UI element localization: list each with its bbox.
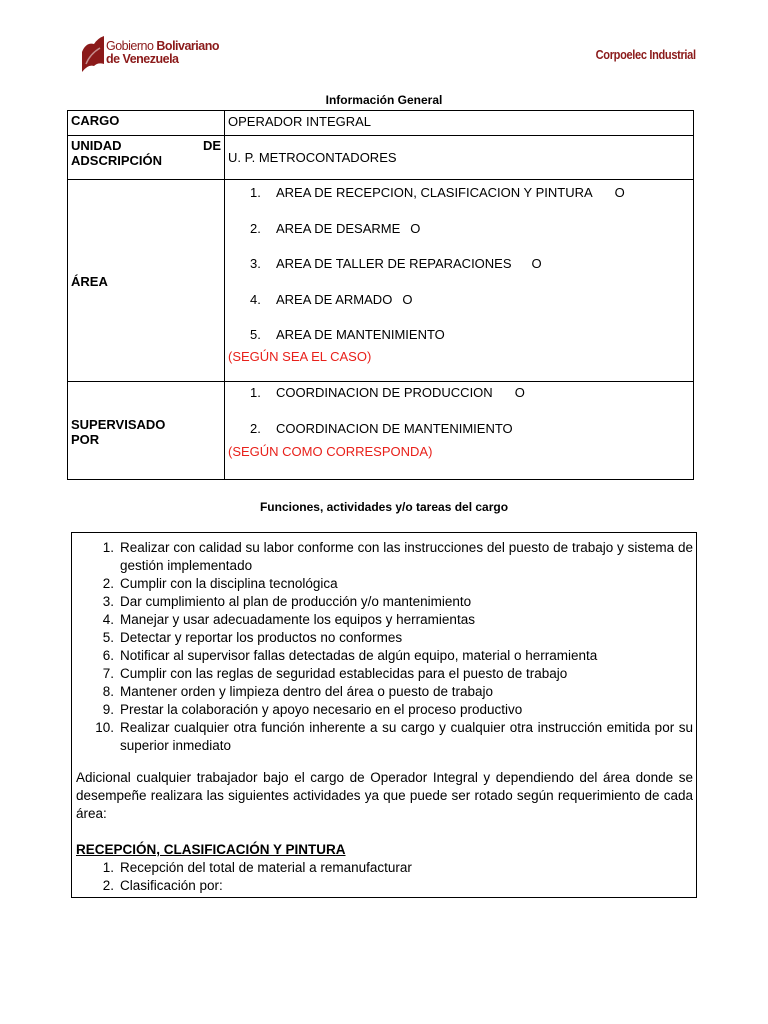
list-item: 2. Clasificación por: — [102, 878, 223, 893]
list-item: 5. AREA DE MANTENIMIENTO — [250, 327, 445, 342]
list-item: 5. Detectar y reportar los productos no conformes — [102, 630, 403, 645]
list-item: 10. Realizar cualquier otra función inherente a su cargo y cualquier otra instrucción emitida por su superior inmediato — [95, 720, 693, 753]
supervisado-list — [228, 375, 690, 447]
row-unidad — [68, 136, 694, 180]
corpoelec-brand: Corpoelec Industrial — [595, 47, 696, 62]
list-item: 9. Prestar la colaboración y apoyo necesario en el proceso productivo — [102, 702, 523, 717]
list-item: 8. Mantener orden y limpieza dentro del área o puesto de trabajo — [102, 684, 493, 699]
page-header — [0, 0, 768, 90]
info-table — [67, 110, 694, 480]
list-item: 4. Manejar y usar adecuadamente los equipos y herramientas — [102, 612, 475, 627]
list-item: 3. AREA DE TALLER DE REPARACIONES O — [250, 256, 542, 271]
cargo-value: OPERADOR INTEGRAL — [225, 111, 694, 136]
row-area — [68, 180, 694, 382]
list-item: 6. Notificar al supervisor fallas detectadas de algún equipo, material o herramienta — [102, 648, 598, 663]
list-item: 1. COORDINACION DE PRODUCCION O — [250, 385, 525, 400]
unidad-label: UNIDAD DE ADSCRIPCIÓN — [68, 136, 225, 180]
info-title: Información General — [325, 93, 443, 107]
supervisado-label: SUPERVISADO POR — [68, 382, 225, 480]
list-item: 1. AREA DE RECEPCION, CLASIFICACION Y PINTURA O — [250, 185, 625, 200]
unidad-value: U. P. METROCONTADORES — [225, 136, 694, 180]
list-item: 4. AREA DE ARMADO O — [250, 291, 413, 307]
recepcion-list — [72, 859, 698, 895]
area-label: ÁREA — [68, 180, 225, 382]
list-item: 1. Recepción del total de material a remanufacturar — [102, 860, 412, 875]
list-item: 2. Cumplir con la disciplina tecnológica — [102, 576, 338, 591]
area-value — [225, 180, 694, 382]
list-item: 2. AREA DE DESARME O — [250, 220, 421, 236]
functions-list — [72, 539, 698, 755]
functions-box — [71, 532, 697, 898]
list-item: 2. COORDINACION DE MANTENIMIENTO — [250, 421, 513, 436]
section-subheading: RECEPCIÓN, CLASIFICACIÓN Y PINTURA — [76, 842, 346, 857]
area-note: (SEGÚN SEA EL CASO) — [228, 348, 372, 364]
flag-mark-icon — [80, 34, 106, 74]
area-list — [228, 175, 690, 353]
row-cargo — [68, 111, 694, 136]
list-item: 3. Dar cumplimiento al plan de producción y/o mantenimiento — [102, 594, 472, 609]
list-item: 1. Realizar con calidad su labor conforme con las instrucciones del puesto de trabajo y sistema de gestión implementado — [102, 540, 693, 573]
gobierno-bolivariano-logo — [80, 32, 220, 76]
cargo-label: CARGO — [68, 111, 225, 136]
additional-paragraph: Adicional cualquier trabajador bajo el cargo de Operador Integral y dependiendo del área donde se desempeñe realizara las siguientes actividades ya que puede ser rotado según requerimiento de cada área: — [76, 770, 693, 821]
list-item: 7. Cumplir con las reglas de seguridad establecidas para el puesto de trabajo — [102, 666, 568, 681]
logo-text: Gobierno Bolivariano de Venezuela — [106, 39, 219, 66]
supervisado-note: (SEGÚN COMO CORRESPONDA) — [228, 444, 433, 459]
supervisado-value — [225, 382, 694, 480]
functions-title: Funciones, actividades y/o tareas del cargo — [259, 500, 509, 514]
row-supervisado — [68, 382, 694, 480]
